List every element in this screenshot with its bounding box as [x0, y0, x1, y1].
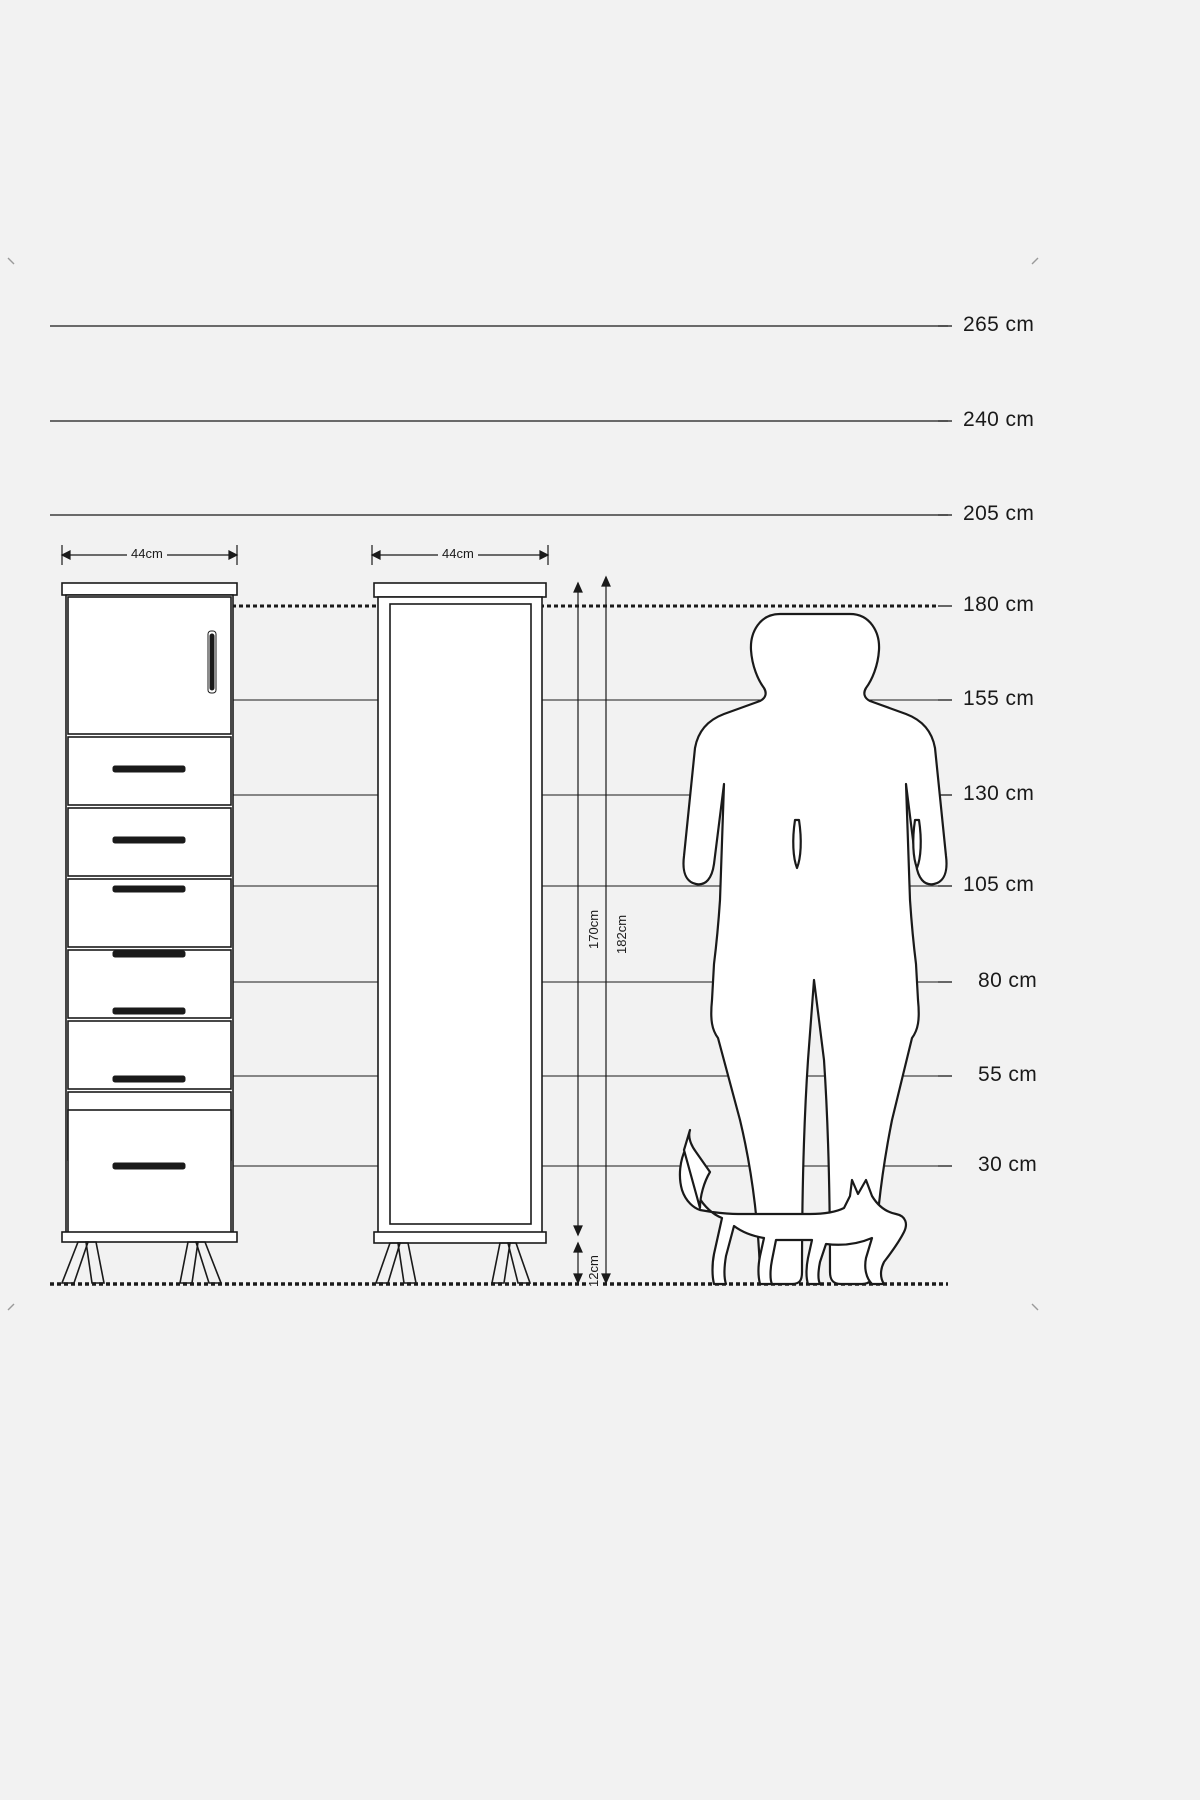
scale-label-240: 240 cm	[963, 408, 1035, 431]
height-dimension-170	[574, 583, 582, 1235]
reference-lines	[50, 326, 948, 515]
scale-ticks	[938, 326, 952, 1166]
height-label-12cm: 12cm	[586, 1252, 601, 1290]
height-dimension-182	[602, 577, 610, 1283]
scale-label-55: 55 cm	[978, 1063, 1038, 1086]
human-silhouette	[684, 614, 947, 1284]
scale-label-180: 180 cm	[963, 593, 1035, 616]
height-label-170cm: 170cm	[586, 907, 601, 952]
cabinet-legs-2	[376, 1243, 530, 1283]
width-label-cabinet-2: 44cm	[438, 546, 478, 561]
height-label-182cm: 182cm	[614, 912, 629, 957]
tall-mirror-cabinet	[374, 583, 546, 1243]
scale-label-155: 155 cm	[963, 687, 1035, 710]
cabinet-legs-1	[62, 1242, 221, 1283]
scale-label-105: 105 cm	[963, 873, 1035, 896]
height-dimension-12	[574, 1243, 582, 1283]
scale-label-265: 265 cm	[963, 313, 1035, 336]
scale-label-30: 30 cm	[978, 1153, 1038, 1176]
width-label-cabinet-1: 44cm	[127, 546, 167, 561]
scale-label-205: 205 cm	[963, 502, 1035, 525]
scale-label-80: 80 cm	[978, 969, 1038, 992]
scale-label-130: 130 cm	[963, 782, 1035, 805]
